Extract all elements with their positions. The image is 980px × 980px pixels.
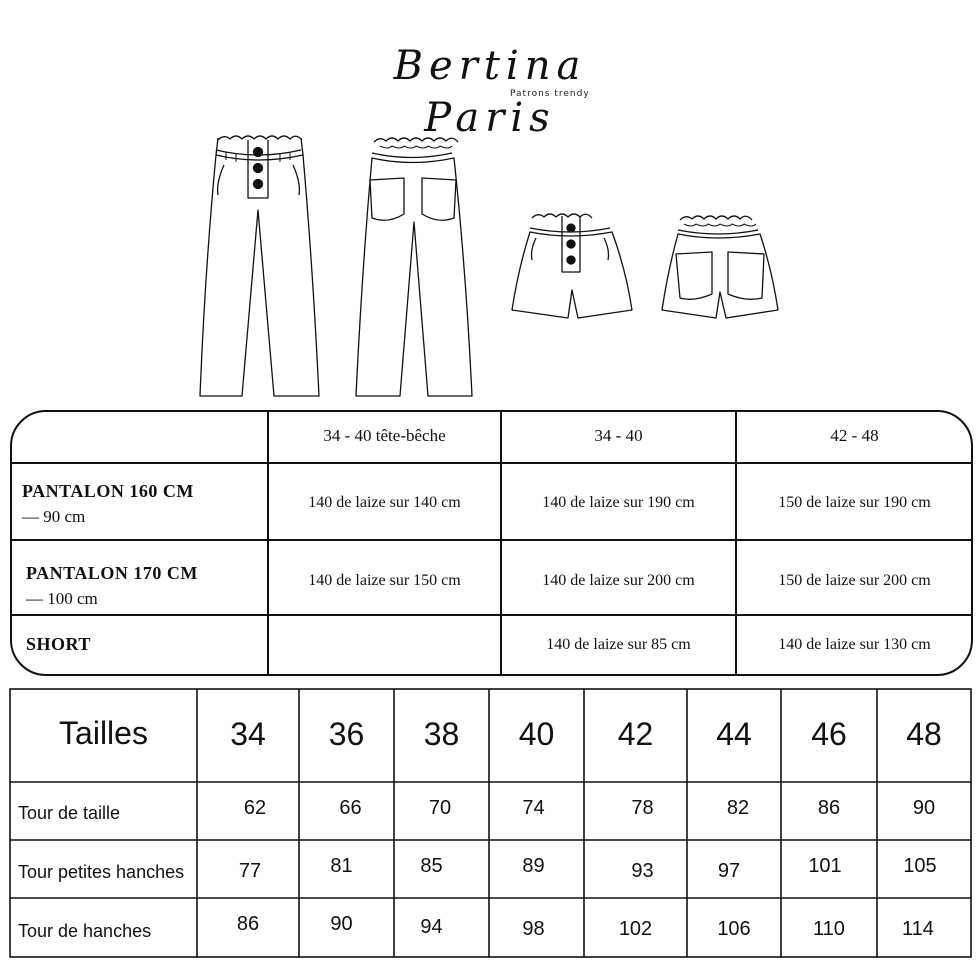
measure-value: 77 [238, 860, 262, 882]
measure-value: 82 [726, 797, 750, 819]
fabric-row-label-3: SHORT [26, 634, 91, 654]
size-header: 42 [617, 716, 654, 752]
row-label-hip: Tour de hanches [18, 921, 152, 941]
measure-value: 78 [631, 797, 654, 819]
row-label-waist: Tour de taille [18, 803, 121, 823]
measure-value: 90 [912, 797, 936, 819]
measure-value: 94 [420, 916, 443, 938]
fabric-row-label-1: PANTALON 160 CM [22, 481, 194, 501]
measure-value: 105 [903, 855, 937, 877]
size-header: 40 [518, 716, 555, 752]
size-header: 38 [423, 716, 460, 752]
measure-value: 102 [618, 918, 653, 940]
fabric-col-header-1: 34 - 40 tête-bêche [323, 426, 446, 445]
measure-value: 97 [717, 860, 741, 882]
fabric-cell: 140 de laize sur 85 cm [546, 636, 691, 653]
fabric-cell: 150 de laize sur 200 cm [778, 572, 931, 589]
fabric-cell: 140 de laize sur 130 cm [778, 636, 931, 653]
size-header: 46 [811, 716, 847, 752]
brand-name: Bertina Paris [393, 43, 587, 141]
size-header: 34 [230, 716, 266, 752]
measure-value: 85 [420, 855, 443, 877]
fabric-row-sub-1: — 90 cm [22, 507, 86, 526]
measure-value: 74 [522, 797, 545, 819]
fabric-col-header-2: 34 - 40 [594, 426, 643, 445]
brand-tagline: Patrons trendy [510, 89, 590, 99]
measure-value: 101 [808, 855, 842, 877]
size-header: 44 [716, 716, 752, 752]
row-label-low-hip: Tour petites hanches [18, 862, 185, 882]
fabric-row-sub-2: — 100 cm [26, 589, 98, 608]
measure-value: 62 [243, 797, 267, 819]
measure-value: 70 [428, 797, 452, 819]
sizes-header-label: Tailles [59, 715, 148, 751]
fabric-cell: 140 de laize sur 200 cm [542, 572, 695, 589]
measure-value: 114 [902, 918, 934, 940]
fabric-row-label-2: PANTALON 170 CM [26, 563, 198, 583]
fabric-cell: 140 de laize sur 140 cm [308, 494, 461, 511]
measure-value: 86 [817, 797, 841, 819]
measure-value: 110 [813, 918, 845, 940]
fabric-col-header-3: 42 - 48 [830, 426, 879, 445]
fabric-cell: 140 de laize sur 150 cm [308, 572, 461, 589]
fabric-cell: 150 de laize sur 190 cm [778, 494, 931, 511]
measure-value: 93 [631, 860, 654, 882]
measure-value: 86 [236, 913, 260, 935]
measure-value: 90 [330, 913, 353, 935]
measure-value: 81 [330, 855, 353, 877]
measure-value: 89 [522, 855, 545, 877]
fabric-cell: 140 de laize sur 190 cm [542, 494, 695, 511]
measure-value: 106 [717, 918, 751, 940]
size-header: 48 [906, 716, 942, 752]
measure-value: 66 [339, 797, 362, 819]
size-header: 36 [328, 716, 365, 752]
measure-value: 98 [522, 918, 545, 940]
